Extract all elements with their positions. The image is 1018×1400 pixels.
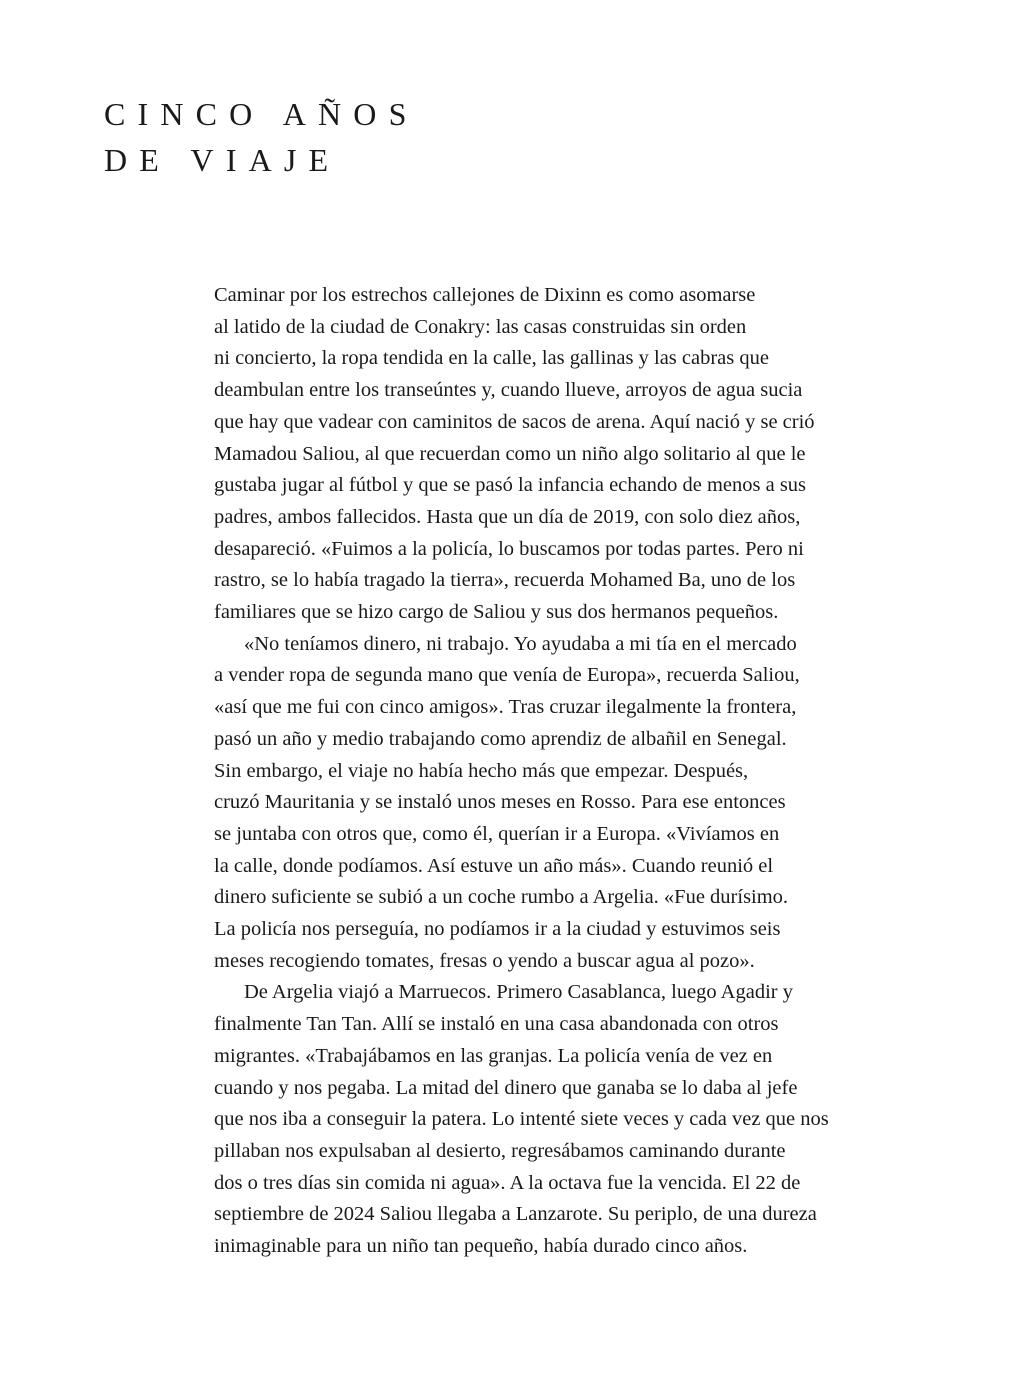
- text-line: familiares que se hizo cargo de Saliou y sus dos hermanos pequeños.: [214, 601, 779, 624]
- text-line: la calle, donde podíamos. Así estuve un año más». Cuando reunió el: [214, 854, 774, 877]
- text-line: «No teníamos dinero, ni trabajo. Yo ayudaba a mi tía en el mercado: [244, 632, 797, 655]
- text-line: Mamadou Saliou, al que recuerdan como un niño algo solitario al que le: [214, 442, 806, 465]
- text-line: dos o tres días sin comida ni agua». A la octava fue la vencida. El 22 de: [214, 1171, 801, 1194]
- text-line: pillaban nos expulsaban al desierto, regresábamos caminando durante: [214, 1139, 786, 1162]
- text-line: que nos iba a conseguir la patera. Lo intenté siete veces y cada vez que nos: [214, 1108, 829, 1131]
- text-line: se juntaba con otros que, como él, querían ir a Europa. «Vivíamos en: [214, 822, 780, 845]
- text-line: deambulan entre los transeúntes y, cuando llueve, arroyos de agua sucia: [214, 379, 803, 402]
- text-line: desapareció. «Fuimos a la policía, lo buscamos por todas partes. Pero ni: [214, 537, 804, 560]
- text-line: La policía nos perseguía, no podíamos ir a la ciudad y estuvimos seis: [214, 918, 781, 941]
- text-line: dinero suficiente se subió a un coche rumbo a Argelia. «Fue durísimo.: [214, 886, 789, 909]
- text-line: De Argelia viajó a Marruecos. Primero Casablanca, luego Agadir y: [244, 981, 793, 1004]
- text-line: inimaginable para un niño tan pequeño, había durado cinco años.: [214, 1235, 748, 1258]
- body-text: [214, 280, 938, 1263]
- text-line: migrantes. «Trabajábamos en las granjas. La policía venía de vez en: [214, 1044, 773, 1067]
- text-line: septiembre de 2024 Saliou llegaba a Lanzarote. Su periplo, de una dureza: [214, 1203, 817, 1226]
- paragraph-2: [214, 629, 938, 978]
- text-line: Caminar por los estrechos callejones de Dixinn es como asomarse: [214, 284, 756, 306]
- paragraph-3: [214, 977, 938, 1262]
- text-line: meses recogiendo tomates, fresas o yendo a buscar agua al pozo».: [214, 949, 755, 972]
- chapter-title-line-2: DE VIAJE: [104, 142, 341, 178]
- text-line: gustaba jugar al fútbol y que se pasó la infancia echando de menos a sus: [214, 474, 807, 497]
- text-line: finalmente Tan Tan. Allí se instaló en una casa abandonada con otros: [214, 1013, 779, 1036]
- text-line: ni concierto, la ropa tendida en la calle, las gallinas y las cabras que: [214, 347, 769, 370]
- text-line: «así que me fui con cinco amigos». Tras cruzar ilegalmente la frontera,: [214, 696, 797, 719]
- text-line: pasó un año y medio trabajando como aprendiz de albañil en Senegal.: [214, 727, 787, 750]
- text-line: que hay que vadear con caminitos de sacos de arena. Aquí nació y se crió: [214, 410, 815, 433]
- paragraph-1: [214, 280, 938, 629]
- chapter-title-line-1: CINCO AÑOS: [104, 96, 419, 132]
- text-line: al latido de la ciudad de Conakry: las casas construidas sin orden: [214, 315, 747, 338]
- text-line: padres, ambos fallecidos. Hasta que un día de 2019, con solo diez años,: [214, 505, 801, 528]
- text-line: Sin embargo, el viaje no había hecho más que empezar. Después,: [214, 759, 749, 782]
- text-line: rastro, se lo había tragado la tierra», recuerda Mohamed Ba, uno de los: [214, 569, 796, 592]
- text-line: cruzó Mauritania y se instaló unos meses en Rosso. Para ese entonces: [214, 791, 786, 814]
- text-line: cuando y nos pegaba. La mitad del dinero que ganaba se lo daba al jefe: [214, 1076, 798, 1099]
- text-line: a vender ropa de segunda mano que venía de Europa», recuerda Saliou,: [214, 664, 800, 687]
- chapter-title: [104, 91, 419, 183]
